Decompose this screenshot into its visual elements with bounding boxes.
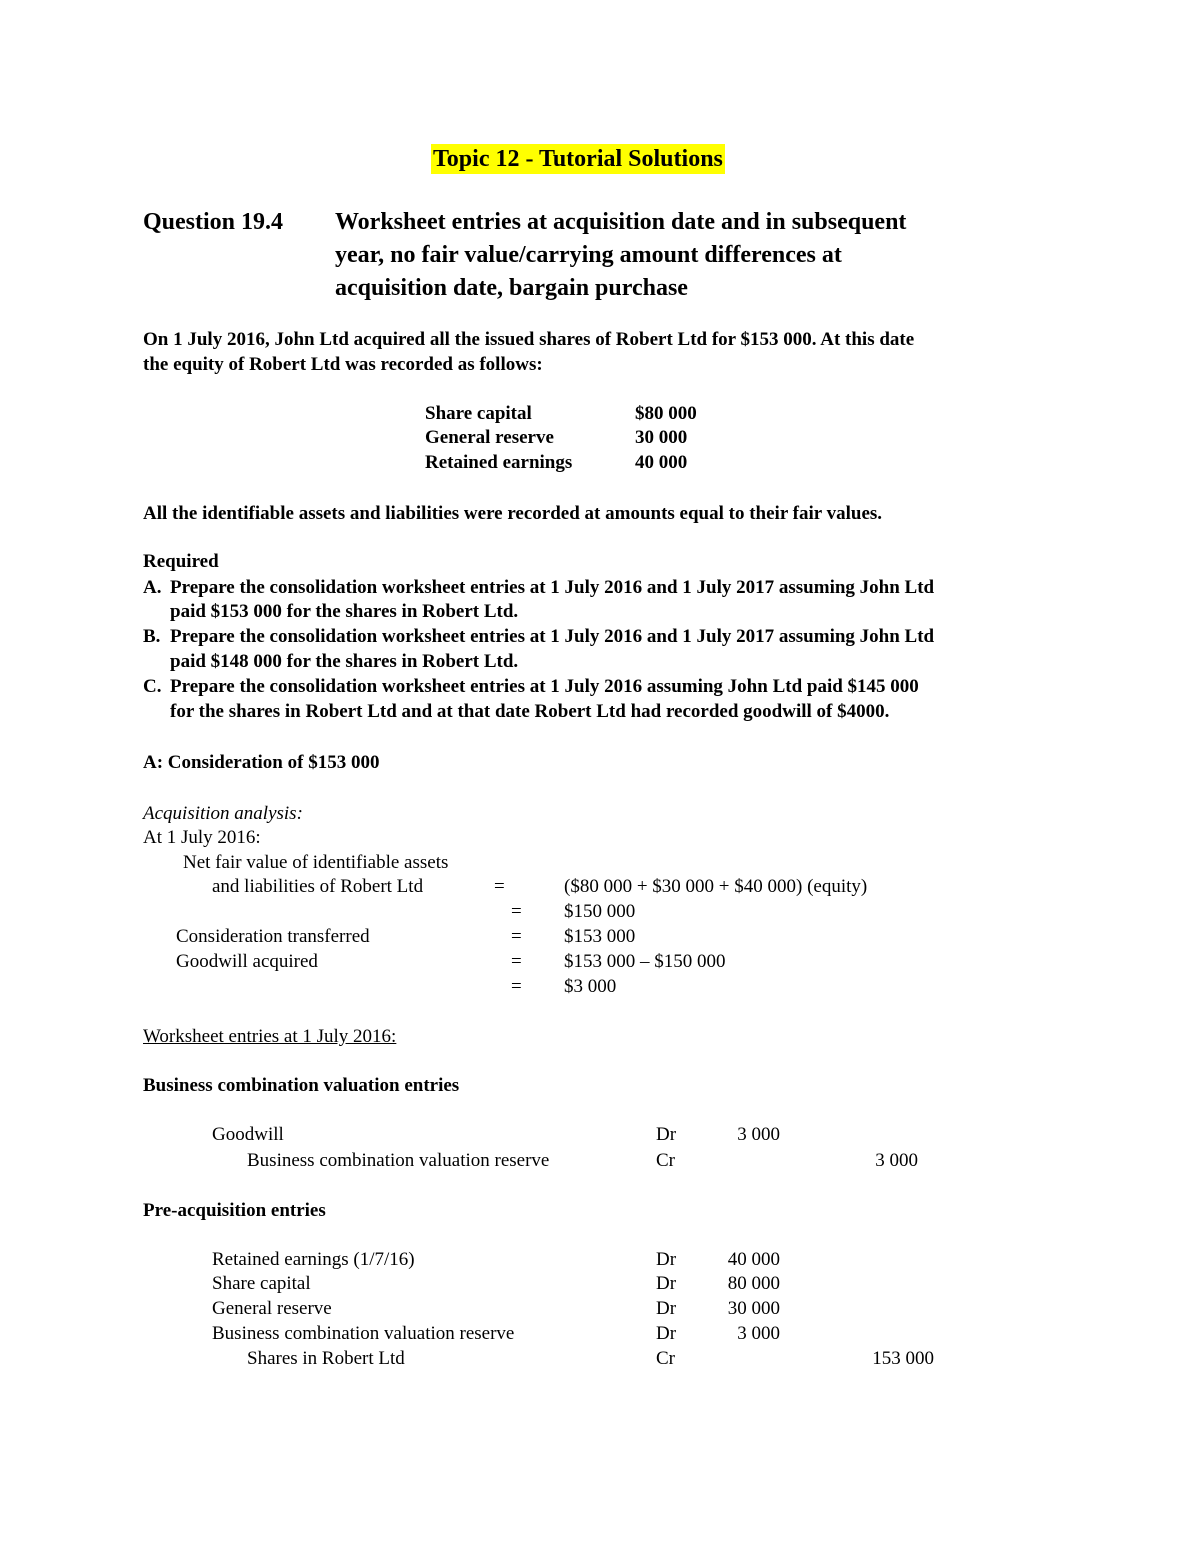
required-c-line-1: Prepare the consolidation worksheet entries at 1 July 2016 assuming John Ltd paid $145 000 [170,676,919,697]
analysis-eq-1: = [494,876,505,897]
preacq-heading: Pre-acquisition entries [143,1200,326,1221]
preacq-line-2-account: Share capital [212,1273,311,1294]
bcvr-heading: Business combination valuation entries [143,1075,460,1096]
analysis-label-goodwill: Goodwill acquired [176,951,318,972]
preacq-line-4-dr: 3 000 [737,1323,780,1344]
preacq-line-5-cr: 153 000 [872,1348,934,1369]
worksheet-heading: Worksheet entries at 1 July 2016: [143,1026,397,1047]
question-heading-line-2: year, no fair value/carrying amount differences at [335,242,842,268]
analysis-label-consideration: Consideration transferred [176,926,370,947]
question-heading-line-1: Worksheet entries at acquisition date and in subsequent [335,209,907,235]
preacq-line-5-drcr: Cr [656,1348,675,1369]
net-fair-value-label-2: and liabilities of Robert Ltd [212,876,424,897]
required-c-line-2: for the shares in Robert Ltd and at that date Robert Ltd had recorded goodwill of $4000. [170,701,890,722]
fair-value-note: All the identifiable assets and liabilities were recorded at amounts equal to their fair values. [143,503,883,524]
preacq-line-5-account: Shares in Robert Ltd [247,1348,405,1369]
analysis-value-2: $150 000 [564,901,636,922]
equity-value-general-reserve: 30 000 [635,427,688,448]
equity-label-retained-earnings: Retained earnings [425,452,573,473]
analysis-eq-3: = [511,926,522,947]
preacq-line-3-dr: 30 000 [727,1298,780,1319]
preacq-line-1-dr: 40 000 [727,1249,780,1270]
analysis-eq-2: = [511,901,522,922]
bcvr-line-1-drcr: Dr [656,1124,677,1145]
bcvr-line-2-drcr: Cr [656,1150,675,1171]
bcvr-line-2-account: Business combination valuation reserve [247,1150,550,1171]
preacq-line-2-drcr: Dr [656,1273,677,1294]
required-a-letter: A. [143,577,162,598]
bcvr-line-1-account: Goodwill [212,1124,284,1145]
equity-value-retained-earnings: 40 000 [635,452,688,473]
required-c-letter: C. [143,676,162,697]
analysis-value-5: $3 000 [564,976,617,997]
preacq-line-1-account: Retained earnings (1/7/16) [212,1249,415,1270]
bcvr-line-2-cr: 3 000 [875,1150,918,1171]
required-b-line-2: paid $148 000 for the shares in Robert Ltd. [170,651,519,672]
required-heading: Required [143,551,219,572]
preacq-line-4-account: Business combination valuation reserve [212,1323,515,1344]
part-a-heading: A: Consideration of $153 000 [143,752,380,773]
preacq-line-1-drcr: Dr [656,1249,677,1270]
page-title: Topic 12 - Tutorial Solutions [433,146,723,172]
acquisition-date-line: At 1 July 2016: [143,827,261,848]
analysis-value-4: $153 000 – $150 000 [564,951,726,972]
bcvr-line-1-dr: 3 000 [737,1124,780,1145]
net-fair-value-label-1: Net fair value of identifiable assets [183,852,449,873]
intro-line-1: On 1 July 2016, John Ltd acquired all the issued shares of Robert Ltd for $153 000. At this date [143,329,915,350]
preacq-line-3-account: General reserve [212,1298,332,1319]
required-b-line-1: Prepare the consolidation worksheet entries at 1 July 2016 and 1 July 2017 assuming John Ltd [170,626,935,647]
equity-label-general-reserve: General reserve [425,427,554,448]
question-heading-line-3: acquisition date, bargain purchase [335,275,688,301]
preacq-line-2-dr: 80 000 [727,1273,780,1294]
equity-label-share-capital: Share capital [425,403,532,424]
preacq-line-3-drcr: Dr [656,1298,677,1319]
required-b-letter: B. [143,626,161,647]
required-a-line-2: paid $153 000 for the shares in Robert Ltd. [170,601,519,622]
preacq-line-4-drcr: Dr [656,1323,677,1344]
analysis-value-3: $153 000 [564,926,636,947]
analysis-value-1: ($80 000 + $30 000 + $40 000) (equity) [564,876,868,897]
analysis-eq-4: = [511,951,522,972]
equity-value-share-capital: $80 000 [635,403,697,424]
acquisition-analysis-heading: Acquisition analysis: [143,803,303,824]
required-a-line-1: Prepare the consolidation worksheet entries at 1 July 2016 and 1 July 2017 assuming John Ltd [170,577,935,598]
analysis-eq-5: = [511,976,522,997]
intro-line-2: the equity of Robert Ltd was recorded as follows: [143,354,543,375]
question-number: Question 19.4 [143,209,284,235]
